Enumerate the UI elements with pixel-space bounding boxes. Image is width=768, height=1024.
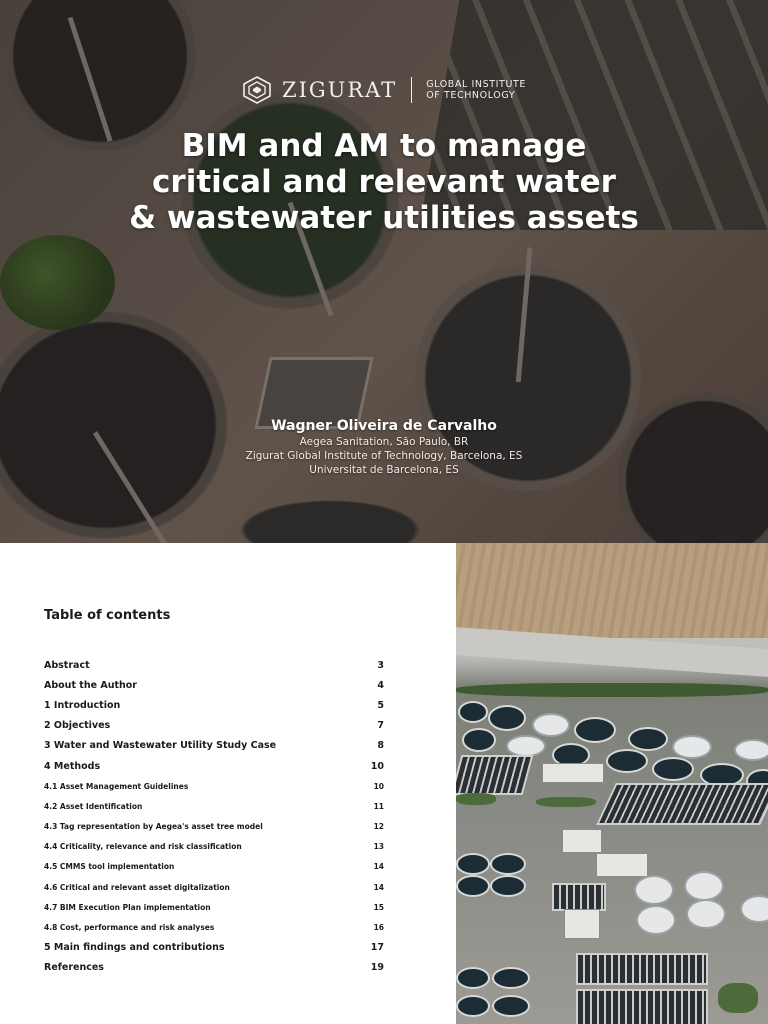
photo-field xyxy=(456,543,768,638)
toc-entry[interactable] xyxy=(44,877,384,897)
photo-tank xyxy=(506,735,546,757)
photo-tank xyxy=(490,853,526,875)
toc-entry[interactable] xyxy=(44,716,384,736)
toc-entry-label: 4.8 Cost, performance and risk analyses xyxy=(44,923,215,933)
toc-entry-label: 4.3 Tag representation by Aegea's asset tree model xyxy=(44,822,263,832)
brand-institute xyxy=(426,79,526,101)
toc-entry-label: 4.4 Criticality, relevance and risk classification xyxy=(44,842,242,852)
toc-entry-page: 3 xyxy=(377,659,384,671)
toc-entry-page: 10 xyxy=(373,781,384,791)
photo-tank xyxy=(740,895,768,923)
author-affiliation: Zigurat Global Institute of Technology, Barcelona, ES xyxy=(245,450,523,462)
toc-entry-page: 14 xyxy=(373,862,384,872)
photo-tank xyxy=(606,749,648,773)
author-name: Wagner Oliveira de Carvalho xyxy=(271,418,497,434)
photo-basin xyxy=(596,783,768,825)
photo-tank xyxy=(686,899,726,929)
photo-basin xyxy=(576,989,708,1024)
toc-list xyxy=(44,655,384,978)
toc-title: Table of contents xyxy=(44,608,171,623)
photo-tank xyxy=(636,905,676,935)
photo-building xyxy=(542,763,604,783)
cover-title-line: critical and relevant water xyxy=(152,164,616,200)
toc-entry[interactable] xyxy=(44,675,384,695)
table-of-contents xyxy=(0,543,456,1024)
photo-tank xyxy=(458,701,488,723)
photo-basin xyxy=(552,883,606,911)
zigurat-logo-icon xyxy=(242,75,272,105)
photo-tank xyxy=(456,875,490,897)
toc-entry-label: References xyxy=(44,962,104,974)
toc-entry-page: 10 xyxy=(370,760,384,772)
toc-entry-label: 4.7 BIM Execution Plan implementation xyxy=(44,902,211,912)
photo-tank xyxy=(456,995,490,1017)
cover-title-line: & wastewater utilities assets xyxy=(129,200,639,236)
photo-trees xyxy=(456,683,768,697)
photo-tank xyxy=(532,713,570,737)
toc-entry-label: 4.5 CMMS tool implementation xyxy=(44,862,175,872)
cover-title-line: BIM and AM to manage xyxy=(181,128,587,164)
toc-entry-page: 7 xyxy=(377,720,384,732)
toc-entry[interactable] xyxy=(44,917,384,937)
photo-tank xyxy=(490,875,526,897)
toc-entry[interactable] xyxy=(44,857,384,877)
photo-tank xyxy=(456,967,490,989)
toc-entry-label: 4.1 Asset Management Guidelines xyxy=(44,781,189,791)
photo-tank xyxy=(634,875,674,905)
aerial-plant-photo xyxy=(456,543,768,1024)
toc-entry[interactable] xyxy=(44,796,384,816)
photo-tank xyxy=(492,995,530,1017)
brand-name: ZIGURAT xyxy=(281,78,398,102)
toc-entry[interactable] xyxy=(44,897,384,917)
photo-basin xyxy=(576,953,708,985)
photo-basin xyxy=(456,755,533,795)
photo-tank xyxy=(672,735,712,759)
photo-building xyxy=(564,909,600,939)
toc-entry-page: 12 xyxy=(373,822,384,832)
toc-entry-label: 3 Water and Wastewater Utility Study Case xyxy=(44,740,277,752)
toc-entry-label: 4 Methods xyxy=(44,760,101,772)
photo-trees xyxy=(718,983,758,1013)
photo-trees xyxy=(456,793,496,805)
toc-entry[interactable] xyxy=(44,695,384,715)
photo-tank xyxy=(488,705,526,731)
toc-entry-page: 14 xyxy=(373,882,384,892)
toc-entry[interactable] xyxy=(44,817,384,837)
photo-tank xyxy=(684,871,724,901)
toc-entry-label: About the Author xyxy=(44,679,137,691)
toc-entry-label: Abstract xyxy=(44,659,90,671)
toc-entry[interactable] xyxy=(44,958,384,978)
photo-tank xyxy=(456,853,490,875)
photo-building xyxy=(562,829,602,853)
toc-entry-page: 4 xyxy=(377,679,384,691)
toc-entry-page: 11 xyxy=(373,801,384,811)
brand-institute-line: GLOBAL INSTITUTE xyxy=(426,79,527,90)
toc-entry-page: 5 xyxy=(377,699,384,711)
author-affiliation: Aegea Sanitation, São Paulo, BR xyxy=(299,436,469,448)
author-affiliation: Universitat de Barcelona, ES xyxy=(309,464,459,476)
photo-tank xyxy=(628,727,668,751)
toc-entry[interactable] xyxy=(44,776,384,796)
brand-institute-line: OF TECHNOLOGY xyxy=(426,90,516,101)
brand-divider xyxy=(411,77,412,103)
toc-entry-page: 8 xyxy=(377,740,384,752)
photo-building xyxy=(596,853,648,877)
toc-entry-label: 4.2 Asset Identification xyxy=(44,801,143,811)
toc-entry[interactable] xyxy=(44,938,384,958)
toc-entry-page: 19 xyxy=(370,962,384,974)
toc-entry-page: 16 xyxy=(373,923,384,933)
toc-entry-page: 13 xyxy=(373,842,384,852)
cover-title xyxy=(0,128,768,236)
toc-entry[interactable] xyxy=(44,655,384,675)
toc-entry-label: 5 Main findings and contributions xyxy=(44,942,225,954)
author-block xyxy=(0,417,768,477)
toc-entry-label: 2 Objectives xyxy=(44,720,111,732)
toc-entry-page: 15 xyxy=(373,902,384,912)
photo-tank xyxy=(574,717,616,743)
photo-tank xyxy=(462,728,496,752)
toc-entry-label: 1 Introduction xyxy=(44,699,121,711)
photo-tank xyxy=(492,967,530,989)
toc-entry-page: 17 xyxy=(370,942,384,954)
toc-entry-label: 4.6 Critical and relevant asset digitalization xyxy=(44,882,230,892)
toc-entry[interactable] xyxy=(44,756,384,776)
photo-tank xyxy=(652,757,694,781)
brand-header xyxy=(0,74,768,106)
photo-trees xyxy=(536,797,596,807)
photo-tank xyxy=(734,739,768,761)
toc-entry[interactable] xyxy=(44,736,384,756)
toc-entry[interactable] xyxy=(44,837,384,857)
